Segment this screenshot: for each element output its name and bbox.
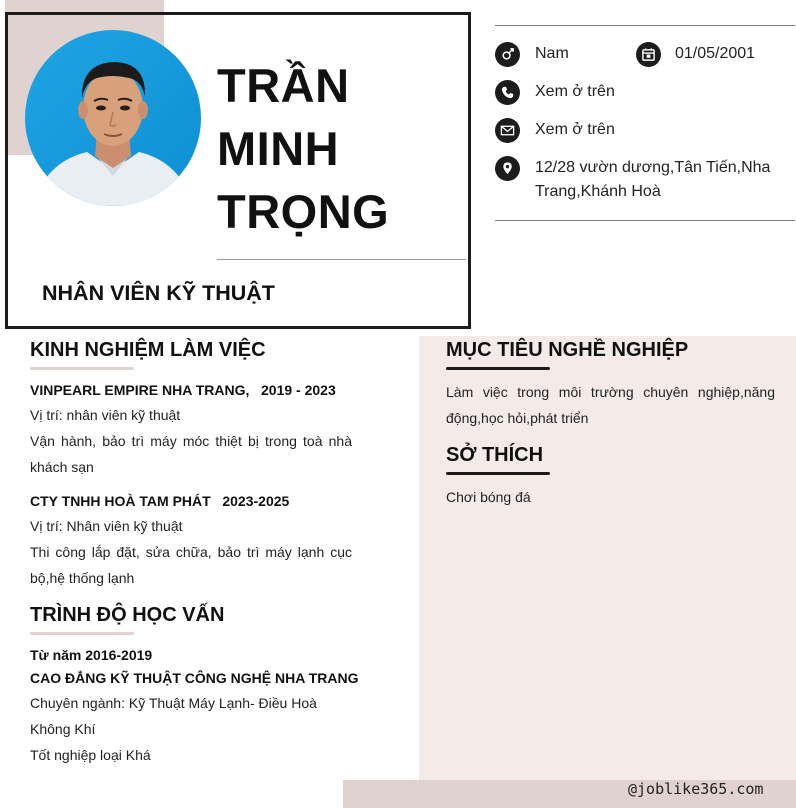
- email-value: Xem ở trên: [535, 121, 615, 138]
- education-school: CAO ĐẲNG KỸ THUẬT CÔNG NGHỆ NHA TRANG: [30, 670, 359, 686]
- education-grade: Tốt nghiệp loại Khá: [30, 747, 151, 763]
- objective-text: Làm việc trong môi trường chuyên nghiệp,năng động,học hỏi,phát triển: [446, 384, 775, 426]
- job-1-description: Vận hành, bảo trì máy móc thiệt bị trong toà nhà khách sạn: [30, 433, 352, 475]
- objective-heading: MỤC TIÊU NGHỀ NGHIỆP: [446, 339, 689, 361]
- job-1-position: Vị trí: nhân viên kỹ thuật: [30, 407, 181, 423]
- job-1-company: VINPEARL EMPIRE NHA TRANG, 2019 - 2023: [30, 382, 336, 398]
- education-heading: TRÌNH ĐỘ HỌC VẤN: [30, 604, 225, 626]
- birthday-value: 01/05/2001: [675, 45, 756, 62]
- hobbies-heading: SỞ THÍCH: [446, 444, 544, 466]
- candidate-name: TRẦN MINH TRỌNG: [217, 59, 390, 238]
- job-2-position: Vị trí: Nhân viên kỹ thuật: [30, 518, 183, 534]
- phone-icon: [495, 80, 520, 105]
- education-major: Chuyên ngành: Kỹ Thuật Máy Lạnh- Điều Hoà Không Khí: [30, 695, 317, 737]
- name-divider: [217, 259, 466, 260]
- phone-value: Xem ở trên: [535, 83, 615, 100]
- education-underline: [30, 632, 134, 635]
- job-2-company: CTY TNHH HOÀ TAM PHÁT 2023-2025: [30, 493, 290, 509]
- education-period: Từ năm 2016-2019: [30, 647, 153, 663]
- contact-bottom-divider: [495, 220, 795, 221]
- avatar: [25, 30, 201, 206]
- experience-underline: [30, 367, 134, 370]
- address-value: 12/28 vườn dương,Tân Tiến,Nha Trang,Khánh Hoà: [535, 159, 771, 200]
- job-title: NHÂN VIÊN KỸ THUẬT: [42, 281, 275, 305]
- calendar-icon: [636, 42, 661, 67]
- hobbies-underline: [446, 472, 550, 475]
- gender-value: Nam: [535, 45, 569, 62]
- experience-heading: KINH NGHIỆM LÀM VIỆC: [30, 339, 266, 361]
- watermark: @joblike365.com: [628, 780, 764, 798]
- job-2-description: Thi công lắp đặt, sửa chữa, bảo trì máy lạnh cục bộ,hệ thống lạnh: [30, 544, 352, 586]
- gender-icon: [495, 42, 520, 67]
- location-icon: [495, 156, 520, 181]
- contact-top-divider: [495, 25, 795, 26]
- objective-underline: [446, 367, 550, 370]
- hobbies-text: Chơi bóng đá: [446, 489, 531, 505]
- email-icon: [495, 118, 520, 143]
